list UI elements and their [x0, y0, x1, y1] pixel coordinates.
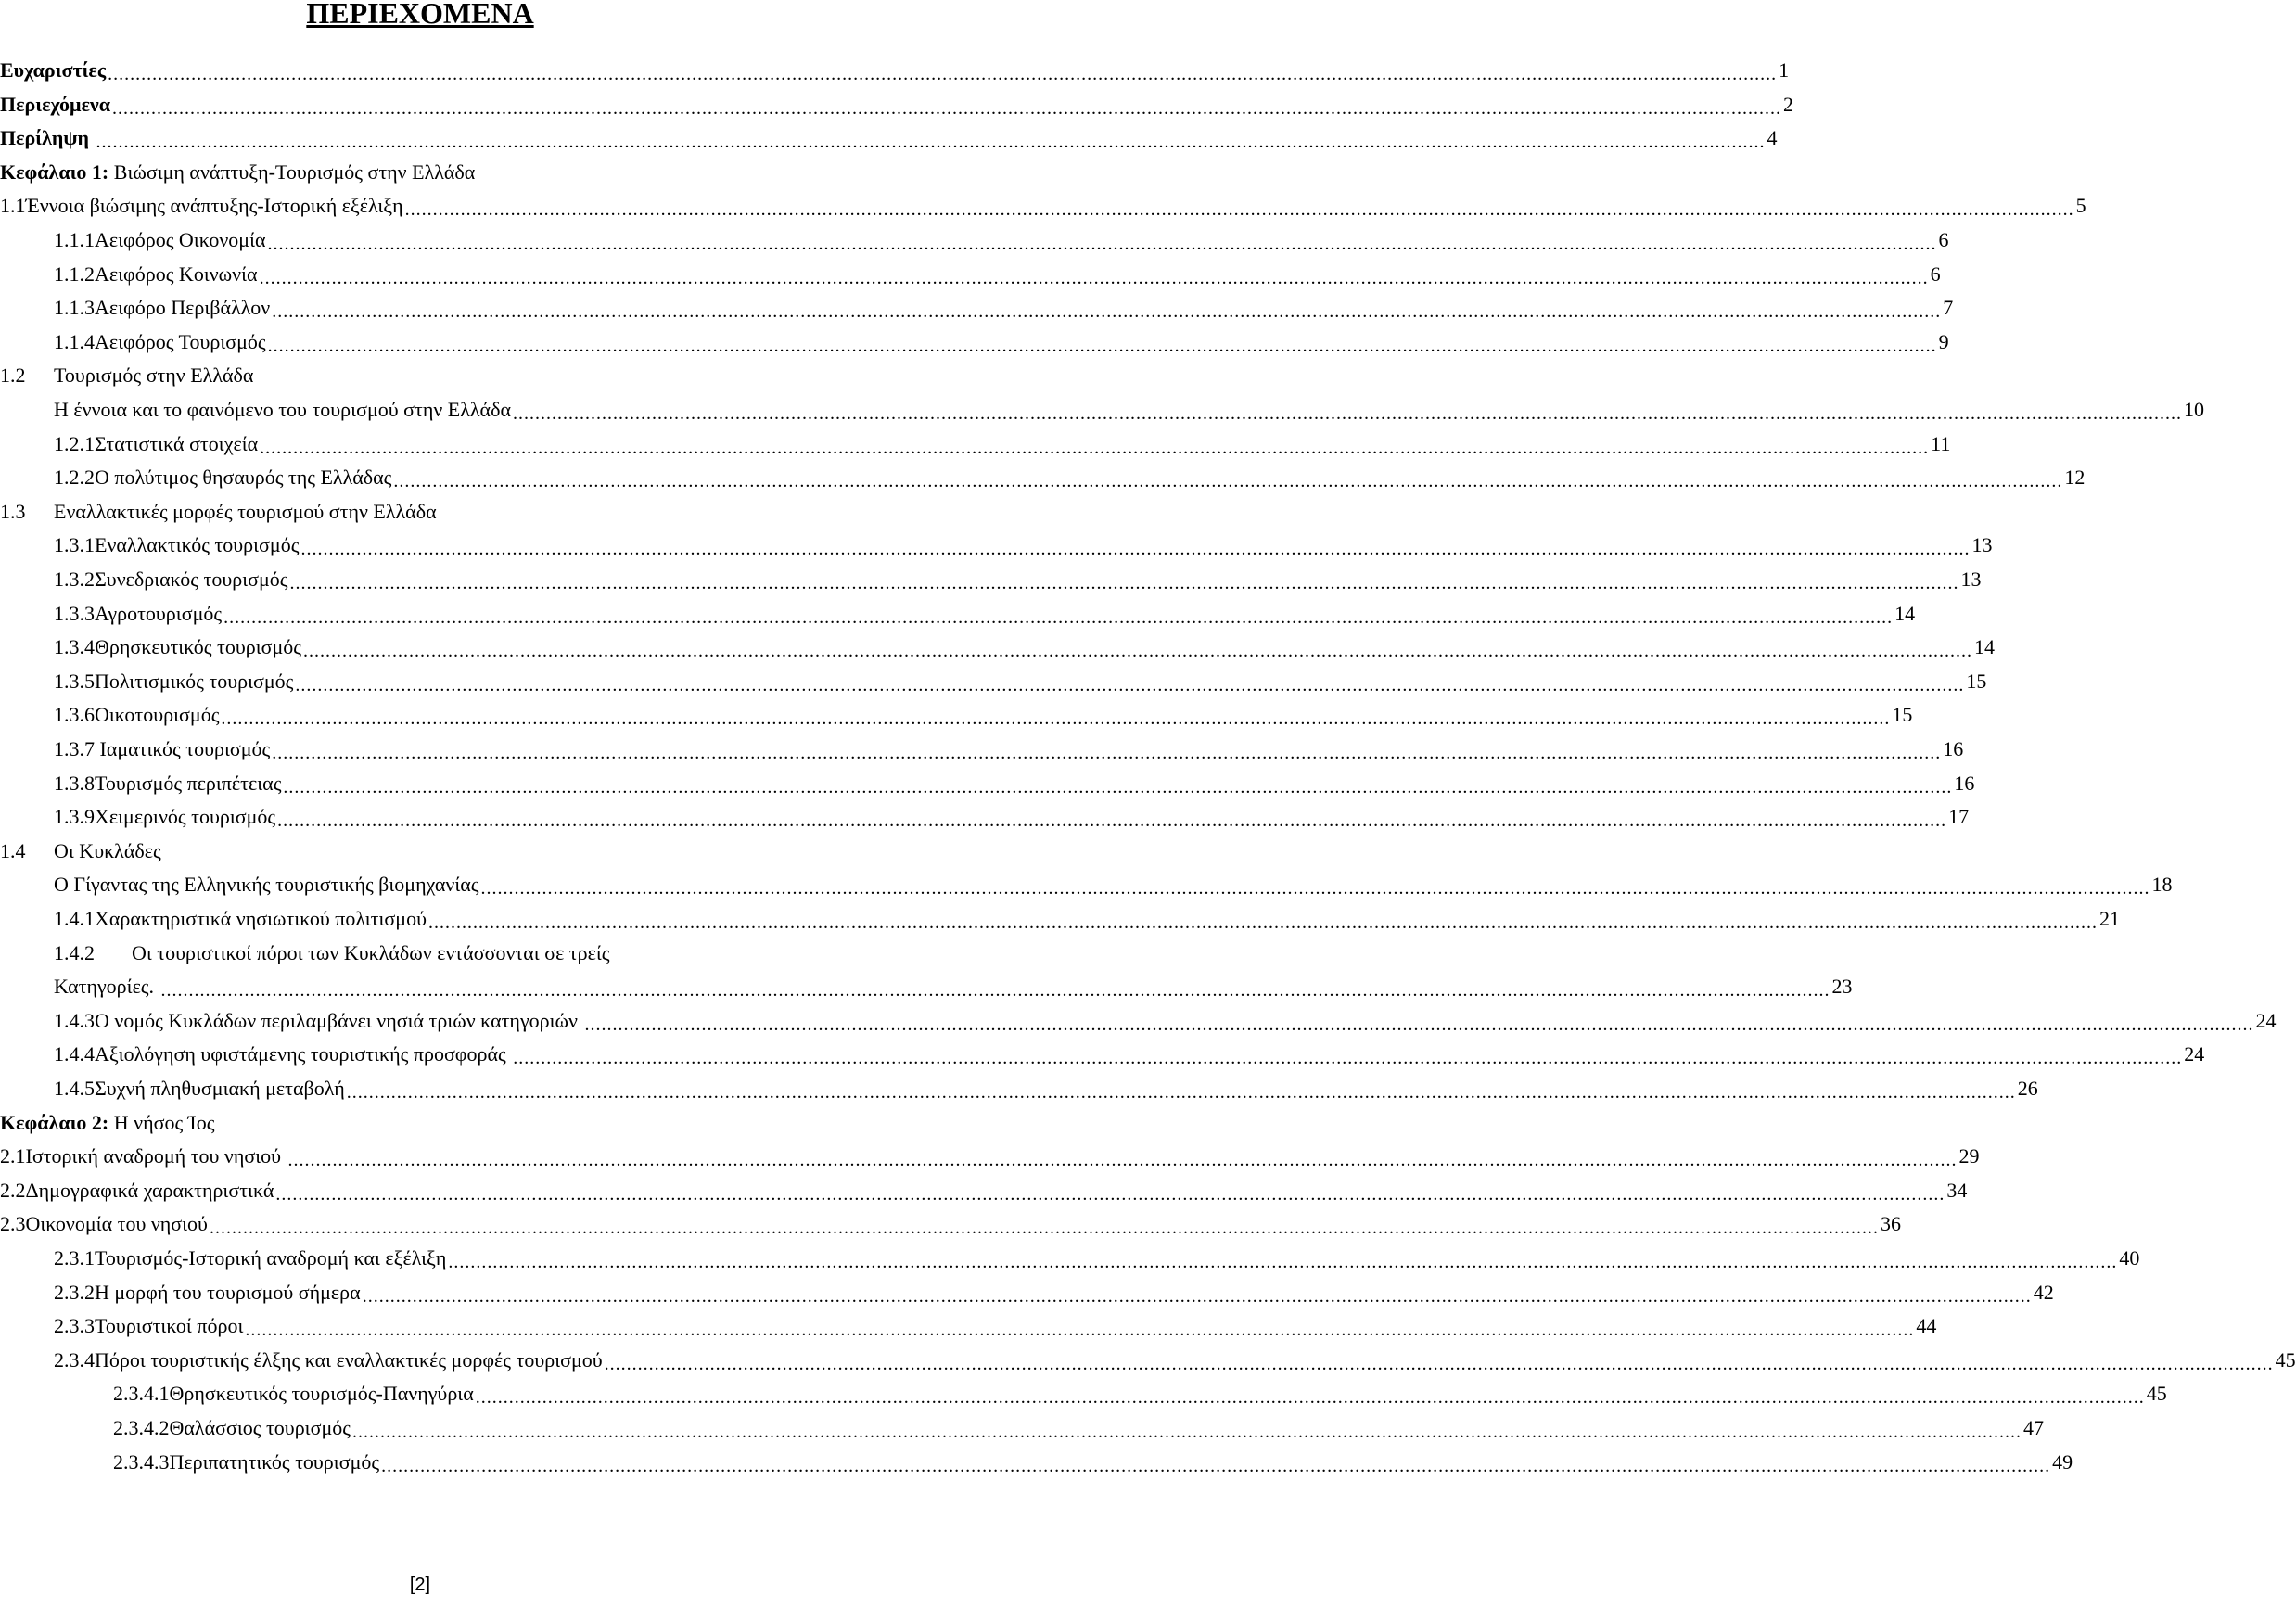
- toc-entry[interactable]: [54, 1344, 2296, 1377]
- toc-entry-page: 26: [2017, 1077, 2038, 1100]
- toc-entry[interactable]: [54, 1072, 2038, 1105]
- dot-leader: ............................................................................................................................................................................................................................................................................................................: [112, 97, 1782, 119]
- toc-entry-page: 10: [2183, 398, 2204, 421]
- toc-entry[interactable]: [0, 495, 883, 529]
- dot-leader: ............................................................................................................................................................................................................................................................................................................: [393, 471, 2063, 492]
- dot-leader: ............................................................................................................................................................................................................................................................................................................: [480, 878, 2150, 900]
- dot-leader: ............................................................................................................................................................................................................................................................................................................: [259, 267, 1929, 288]
- toc-entry[interactable]: [113, 1446, 2073, 1479]
- toc-entry-title: Αξιολόγηση υφιστάμενης τουριστικής προσφοράς: [95, 1042, 512, 1066]
- dot-leader: ............................................................................................................................................................................................................................................................................................................: [260, 437, 1930, 458]
- dot-leader: ............................................................................................................................................................................................................................................................................................................: [351, 1422, 2022, 1442]
- toc-entry-page: 6: [1930, 262, 1941, 286]
- toc-entry[interactable]: [0, 189, 2086, 223]
- toc-entry-title: Δημογραφικά χαρακτηριστικά: [25, 1178, 274, 1202]
- toc-entry-page: 9: [1938, 329, 1949, 353]
- toc-entry[interactable]: [0, 1174, 1968, 1207]
- toc-entry-page: 6: [1938, 228, 1949, 251]
- toc-entry-number: 2.3.4.3: [113, 1449, 170, 1474]
- toc-entry-title: Οι Κυκλάδες: [54, 838, 161, 862]
- toc-entry-page: 15: [1966, 669, 1987, 693]
- dot-leader: ............................................................................................................................................................................................................................................................................................................: [160, 980, 1830, 1002]
- dot-leader: ............................................................................................................................................................................................................................................................................................................: [289, 573, 1959, 593]
- toc-entry-page: 11: [1931, 431, 1951, 455]
- toc-entry-number: 2.3.3: [54, 1314, 95, 1338]
- dot-leader: ............................................................................................................................................................................................................................................................................................................: [346, 1082, 2016, 1103]
- dot-leader: ............................................................................................................................................................................................................................................................................................................: [512, 403, 2182, 424]
- toc-entry[interactable]: [54, 428, 1951, 461]
- toc-entry[interactable]: [113, 1411, 2044, 1445]
- toc-entry[interactable]: [54, 325, 1949, 359]
- dot-leader: ............................................................................................................................................................................................................................................................................................................: [362, 1285, 2032, 1307]
- toc-entry[interactable]: [54, 902, 2120, 936]
- toc-entry-number: 1.3.4: [54, 635, 95, 659]
- dot-leader: ............................................................................................................................................................................................................................................................................................................: [427, 912, 2098, 933]
- dot-leader: ............................................................................................................................................................................................................................................................................................................: [209, 1218, 1879, 1239]
- dot-leader: ............................................................................................................................................................................................................................................................................................................: [275, 1183, 1945, 1205]
- toc-entry-title: Πολιτισμικός τουρισμός: [95, 669, 294, 693]
- toc-entry-number: 1.4.2: [54, 940, 95, 964]
- toc-entry-page: 15: [1892, 703, 1913, 727]
- toc-entry-title: Οικονομία του νησιού: [25, 1212, 208, 1236]
- toc-entry-title: Συνεδριακός τουρισμός: [95, 568, 288, 591]
- toc-entry-title: Ο πολύτιμος θησαυρός της Ελλάδας: [95, 466, 392, 490]
- chapter-label: Κεφάλαιο 1:: [0, 160, 109, 184]
- toc-entry-title: Εναλλακτικές μορφές τουρισμού στην Ελλάδα: [54, 499, 437, 523]
- toc-entry-number: 1.4.3: [54, 1008, 95, 1032]
- toc-entry-title: Ο νομός Κυκλάδων περιλαμβάνει νησιά τριών κατηγοριών: [95, 1008, 583, 1032]
- toc-entry-number: 2.3.4.2: [113, 1416, 170, 1439]
- dot-leader: ............................................................................................................................................................................................................................................................................................................: [223, 606, 1894, 628]
- toc-entry[interactable]: [0, 88, 1794, 121]
- toc-entry-number: 1.4.1: [54, 907, 95, 930]
- toc-entry-title: Οι τουριστικοί πόροι των Κυκλάδων εντάσσονται σε τρείς: [132, 940, 610, 964]
- toc-entry-title: Εναλλακτικός τουρισμός: [95, 533, 300, 557]
- toc-entry-page: 24: [2255, 1008, 2277, 1032]
- dot-leader: ............................................................................................................................................................................................................................................................................................................: [404, 199, 2074, 221]
- dot-leader: ............................................................................................................................................................................................................................................................................................................: [267, 234, 1937, 254]
- toc-entry-title: Η μορφή του τουρισμού σήμερα: [95, 1280, 361, 1304]
- page-number: [2]: [409, 1575, 431, 1595]
- toc-entry-title: Περιπατητικός τουρισμός: [169, 1449, 380, 1474]
- toc-entry-page: 17: [1948, 805, 1970, 829]
- toc-entry[interactable]: [54, 223, 1949, 257]
- toc-entry-number: 1.1.1: [54, 228, 95, 251]
- toc-entry-number: 1.3.8: [54, 771, 95, 795]
- toc-entry[interactable]: [54, 529, 1993, 562]
- toc-entry-page: 7: [1943, 296, 1954, 320]
- toc-entry[interactable]: [54, 1276, 2054, 1309]
- toc-entry[interactable]: [54, 631, 1996, 664]
- toc-entry[interactable]: [54, 733, 1964, 766]
- chapter-title: Η νήσος Ίος: [108, 1110, 215, 1134]
- toc-entry[interactable]: [54, 1004, 2277, 1038]
- dot-leader: ............................................................................................................................................................................................................................................................................................................: [277, 810, 1947, 832]
- toc-entry-number: 2.3.1: [54, 1246, 95, 1270]
- toc-entry-title: Χειμερινός τουρισμός: [95, 805, 276, 829]
- toc-entry-number: 1.1.2: [54, 262, 95, 286]
- toc-entry-title: Τουρισμός περιπέτειας: [95, 771, 282, 795]
- dot-leader: ............................................................................................................................................................................................................................................................................................................: [295, 674, 1965, 696]
- toc-entry-title: Τουρισμός στην Ελλάδα: [54, 364, 254, 388]
- toc-entry-title: Περιεχόμενα: [0, 92, 111, 116]
- dot-leader: ............................................................................................................................................................................................................................................................................................................: [300, 539, 1971, 560]
- toc-entry-page: 42: [2033, 1280, 2054, 1304]
- toc-entry-title: Πόροι τουριστικής έλξης και εναλλακτικές μορφές τουρισμού: [95, 1347, 603, 1372]
- toc-entry-page: 18: [2151, 873, 2173, 897]
- toc-entry-number: 1.3.2: [54, 568, 95, 591]
- toc-entry-page: 23: [1831, 975, 1853, 999]
- dot-leader: ............................................................................................................................................................................................................................................................................................................: [108, 64, 1778, 84]
- toc-entry-page: 14: [1894, 601, 1916, 625]
- dot-leader: ............................................................................................................................................................................................................................................................................................................: [513, 1048, 2183, 1069]
- toc-entry-page: 1: [1779, 58, 1790, 82]
- toc-entry-page: 24: [2184, 1042, 2205, 1066]
- toc-entry-number: 1.1.3: [54, 296, 95, 320]
- toc-entry-title: Αειφόρος Οικονομία: [95, 228, 266, 251]
- toc-entry-page: 47: [2022, 1416, 2044, 1439]
- toc-entry-page: 49: [2052, 1449, 2073, 1474]
- dot-leader: ............................................................................................................................................................................................................................................................................................................: [283, 776, 1953, 798]
- toc-entry[interactable]: [0, 156, 883, 189]
- toc-entry[interactable]: [54, 800, 1970, 834]
- toc-entry-title: Στατιστικά στοιχεία: [95, 431, 259, 455]
- toc-entry-number: 1.4: [0, 838, 26, 862]
- toc-entry[interactable]: [0, 121, 1778, 155]
- toc-entry[interactable]: [54, 665, 1987, 698]
- toc-entry[interactable]: [0, 54, 1790, 87]
- toc-entry-title: Θρησκευτικός τουρισμός-Πανηγύρια: [169, 1382, 474, 1406]
- toc-entry-page: 5: [2075, 194, 2086, 218]
- toc-entry-title: Περίληψη: [0, 126, 95, 150]
- toc-entry[interactable]: [54, 597, 1916, 631]
- toc-entry-title: Οικοτουρισμός: [95, 703, 220, 727]
- toc-entry-number: 2.3.2: [54, 1280, 95, 1304]
- toc-entry-number: 1.3.3: [54, 601, 95, 625]
- toc-entry[interactable]: [0, 359, 883, 392]
- toc-entry[interactable]: [54, 1309, 1937, 1343]
- toc-entry-title: Αγροτουρισμός: [95, 601, 223, 625]
- toc-entry-page: 12: [2064, 466, 2086, 490]
- toc-entry[interactable]: [0, 1207, 1901, 1241]
- toc-entry-number: 2.3.4.1: [113, 1382, 170, 1406]
- toc-entry[interactable]: [54, 767, 1975, 800]
- dot-leader: ............................................................................................................................................................................................................................................................................................................: [245, 1320, 1915, 1341]
- toc-entry-title: Αειφόρος Τουρισμός: [95, 329, 266, 353]
- toc-entry-title: Τουρισμός-Ιστορική αναδρομή και εξέλιξη: [95, 1246, 447, 1270]
- toc-entry-page: 34: [1946, 1178, 1968, 1202]
- toc-entry-title: Ιστορική αναδρομή του νησιού: [25, 1144, 287, 1168]
- toc-entry[interactable]: [113, 1377, 2167, 1410]
- chapter-title: Βιώσιμη ανάπτυξη-Τουρισμός στην Ελλάδα: [108, 160, 476, 184]
- chapter-label: Κεφάλαιο 2:: [0, 1110, 109, 1134]
- toc-entry-page: 14: [1974, 635, 1996, 659]
- toc-entry-title: Ιαματικός τουρισμός: [95, 737, 271, 760]
- toc-entry[interactable]: [0, 1106, 883, 1140]
- toc-entry-page: 44: [1916, 1314, 1937, 1338]
- dot-leader: ............................................................................................................................................................................................................................................................................................................: [96, 132, 1766, 153]
- toc-entry-number: 2.2: [0, 1178, 26, 1202]
- toc-entry-title: Κατηγορίες.: [54, 975, 159, 999]
- toc-entry[interactable]: [0, 1140, 1980, 1173]
- toc-entry-title: Έννοια βιώσιμης ανάπτυξης-Ιστορική εξέλιξη: [25, 194, 403, 218]
- dot-leader: ............................................................................................................................................................................................................................................................................................................: [584, 1014, 2254, 1035]
- toc-entry-title: Χαρακτηριστικά νησιωτικού πολιτισμού: [95, 907, 427, 930]
- toc-entry-page: 4: [1767, 126, 1778, 150]
- toc-entry-page: 45: [2275, 1347, 2296, 1372]
- dot-leader: ............................................................................................................................................................................................................................................................................................................: [267, 335, 1937, 356]
- dot-leader: ............................................................................................................................................................................................................................................................................................................: [287, 1150, 1958, 1171]
- toc-entry-title: Συχνή πληθυσμιακή μεταβολή: [95, 1077, 345, 1100]
- toc-entry-page: 40: [2119, 1246, 2140, 1270]
- toc-entry-number: 1.3.9: [54, 805, 95, 829]
- toc-entry-title: Τουριστικοί πόροι: [95, 1314, 244, 1338]
- toc-entry-number: 2.1: [0, 1144, 26, 1168]
- toc-entry-page: 13: [1960, 568, 1982, 591]
- toc-entry-page: 36: [1880, 1212, 1901, 1236]
- dot-leader: ............................................................................................................................................................................................................................................................................................................: [381, 1455, 2051, 1476]
- toc-entry-number: 1.3: [0, 499, 26, 523]
- dot-leader: ............................................................................................................................................................................................................................................................................................................: [475, 1387, 2145, 1409]
- toc-entry-number: 1.3.6: [54, 703, 95, 727]
- toc-entry-page: 45: [2146, 1382, 2167, 1406]
- toc-entry[interactable]: [0, 835, 883, 868]
- toc-entry[interactable]: [54, 970, 1853, 1003]
- toc-entry-number: 1.2.1: [54, 431, 95, 455]
- toc-entry-title: Ο Γίγαντας της Ελληνικής τουριστικής βιομηχανίας: [54, 873, 479, 897]
- toc-entry-number: 2.3: [0, 1212, 26, 1236]
- toc-entry-number: 1.3.1: [54, 533, 95, 557]
- toc-entry-page: 21: [2098, 907, 2120, 930]
- toc-entry-page: 29: [1958, 1144, 1980, 1168]
- toc-entry-number: 1.2: [0, 364, 26, 388]
- toc-entry[interactable]: [54, 868, 2173, 901]
- page-title: ΠΕΡΙΕΧΟΜΕΝΑ: [306, 0, 534, 30]
- toc-entry-page: 2: [1783, 92, 1794, 116]
- dot-leader: ............................................................................................................................................................................................................................................................................................................: [272, 301, 1942, 323]
- toc-entry[interactable]: [54, 393, 2204, 427]
- toc-entry[interactable]: [54, 563, 1982, 596]
- toc-entry-number: 1.2.2: [54, 466, 95, 490]
- toc-entry-number: 1.4.4: [54, 1042, 95, 1066]
- toc-entry[interactable]: [54, 937, 883, 970]
- toc-entry-title: Αειφόρος Κοινωνία: [95, 262, 258, 286]
- toc-entry-number: 1.1.4: [54, 329, 95, 353]
- toc-entry-title: Θρησκευτικός τουρισμός: [95, 635, 302, 659]
- dot-leader: ............................................................................................................................................................................................................................................................................................................: [448, 1252, 2118, 1272]
- dot-leader: ............................................................................................................................................................................................................................................................................................................: [604, 1353, 2274, 1374]
- toc-entry-number: 1.1: [0, 194, 26, 218]
- toc-entry-number: 1.4.5: [54, 1077, 95, 1100]
- toc-entry[interactable]: [54, 1038, 2205, 1071]
- dot-leader: ............................................................................................................................................................................................................................................................................................................: [221, 708, 1891, 730]
- dot-leader: ............................................................................................................................................................................................................................................................................................................: [303, 641, 1973, 662]
- toc-entry-title: Η έννοια και το φαινόμενο του τουρισμού στην Ελλάδα: [54, 398, 511, 421]
- toc-entry-number: 1.3.7: [54, 737, 95, 760]
- toc-entry[interactable]: [54, 698, 1913, 732]
- toc-entry-number: 1.3.5: [54, 669, 95, 693]
- toc-entry[interactable]: [54, 461, 2086, 494]
- toc-entry-page: 16: [1943, 737, 1964, 760]
- toc-entry-page: 13: [1971, 533, 1993, 557]
- toc-entry[interactable]: [54, 1242, 2140, 1275]
- dot-leader: ............................................................................................................................................................................................................................................................................................................: [272, 743, 1942, 763]
- toc-entry-title: Ευχαριστίες: [0, 58, 107, 82]
- toc-entry-title: Θαλάσσιος τουρισμός: [169, 1416, 351, 1439]
- toc-entry[interactable]: [54, 258, 1941, 291]
- toc-entry-page: 16: [1954, 771, 1975, 795]
- toc-entry-title: Αειφόρο Περιβάλλον: [95, 296, 271, 320]
- toc-entry-number: 2.3.4: [54, 1347, 95, 1372]
- toc-entry[interactable]: [54, 291, 1954, 325]
